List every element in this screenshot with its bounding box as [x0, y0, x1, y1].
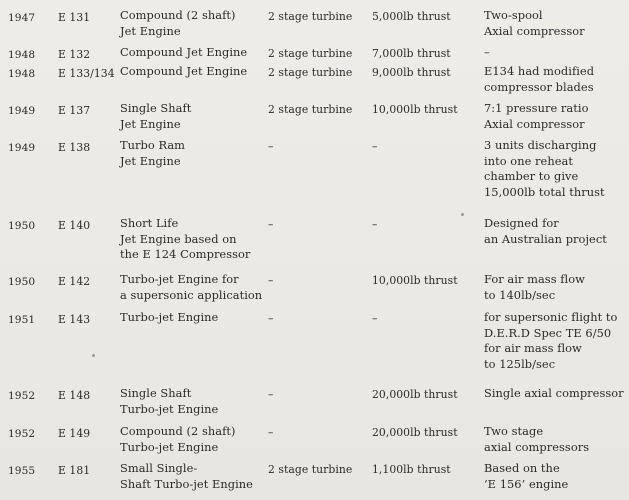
description-cell-line: Single Shaft — [120, 386, 192, 400]
notes-cell — [484, 386, 624, 402]
year-cell: 1955 — [8, 465, 36, 477]
description-cell-line: Compound (2 shaft) — [120, 8, 236, 22]
engine-code-cell: E 143 — [58, 313, 91, 326]
thrust-cell: 7,000lb thrust — [372, 47, 451, 60]
notes-cell — [484, 424, 589, 455]
scan-speck — [461, 213, 464, 216]
description-cell-line: Single Shaft — [120, 101, 192, 115]
notes-cell-line: compressor blades — [484, 79, 594, 94]
description-cell — [120, 8, 236, 39]
notes-cell-line: Two stage — [484, 424, 544, 438]
engine-code-cell: E 131 — [58, 11, 91, 24]
year-cell: 1950 — [8, 276, 36, 288]
description-cell-line: Compound Jet Engine — [120, 45, 248, 59]
turbine-cell: 2 stage turbine — [268, 47, 353, 60]
description-cell — [120, 64, 247, 80]
turbine-cell: – — [268, 426, 274, 439]
notes-cell-line: Two-spool — [484, 8, 543, 22]
notes-cell-line: chamber to give — [484, 169, 579, 184]
engine-code-cell: E 148 — [58, 389, 91, 402]
notes-cell — [484, 8, 585, 39]
year-cell: 1948 — [8, 68, 36, 80]
thrust-cell: 10,000lb thrust — [372, 274, 458, 287]
description-cell-line: Shaft Turbo-jet Engine — [120, 476, 253, 491]
engine-code-cell: E 137 — [58, 104, 91, 117]
description-cell — [120, 138, 185, 169]
thrust-cell: 10,000lb thrust — [372, 103, 458, 116]
description-cell-line: Turbo-jet Engine — [120, 310, 219, 324]
description-cell-line: the E 124 Compressor — [120, 247, 251, 262]
thrust-cell: 5,000lb thrust — [372, 10, 451, 23]
description-cell-line: Turbo Ram — [120, 138, 186, 152]
description-cell — [120, 45, 247, 61]
turbine-cell: 2 stage turbine — [268, 10, 353, 23]
thrust-cell: – — [372, 312, 378, 325]
thrust-cell: 20,000lb thrust — [372, 426, 458, 439]
notes-cell-line: For air mass flow — [484, 272, 585, 286]
notes-cell-line: to 125lb/sec — [484, 356, 556, 371]
turbine-cell: 2 stage turbine — [268, 103, 353, 116]
notes-cell-line: Designed for — [484, 216, 559, 230]
turbine-cell: – — [268, 140, 274, 153]
engine-code-cell: E 140 — [58, 219, 91, 232]
notes-cell-line: 7:1 pressure ratio — [484, 101, 589, 115]
notes-cell-line: for air mass flow — [484, 341, 582, 356]
notes-cell — [484, 101, 588, 132]
notes-cell-line: 3 units discharging — [484, 138, 597, 152]
description-cell — [120, 424, 236, 455]
notes-cell-line: an Australian project — [484, 231, 607, 246]
notes-cell-line: E134 had modified — [484, 64, 595, 78]
description-cell-line: Jet Engine — [120, 153, 181, 168]
description-cell — [120, 101, 191, 132]
thrust-cell: 1,100lb thrust — [372, 463, 451, 476]
notes-cell-line: 15,000lb total thrust — [484, 184, 605, 199]
notes-cell — [484, 461, 568, 492]
turbine-cell: 2 stage turbine — [268, 66, 353, 79]
description-cell-line: a supersonic application — [120, 287, 263, 302]
description-cell-line: Jet Engine based on — [120, 231, 237, 246]
year-cell: 1952 — [8, 390, 36, 402]
description-cell — [120, 386, 218, 417]
description-cell-line: Turbo-jet Engine for — [120, 272, 239, 286]
description-cell-line: Small Single- — [120, 461, 198, 475]
notes-cell-line: ‘E 156’ engine — [484, 476, 569, 491]
notes-cell-line: Axial compressor — [484, 116, 585, 131]
year-cell: 1951 — [8, 314, 36, 326]
notes-cell — [484, 310, 617, 372]
year-cell: 1947 — [8, 12, 36, 24]
notes-cell-line: to 140lb/sec — [484, 287, 556, 302]
engine-code-cell: E 138 — [58, 141, 91, 154]
year-cell: 1952 — [8, 428, 36, 440]
description-cell — [120, 461, 253, 492]
engine-code-cell: E 142 — [58, 275, 91, 288]
turbine-cell: – — [268, 218, 274, 231]
year-cell: 1948 — [8, 49, 36, 61]
turbine-cell: – — [268, 312, 274, 325]
engine-code-cell: E 149 — [58, 427, 91, 440]
engine-code-cell: E 133/134 — [58, 67, 115, 80]
notes-cell — [484, 138, 605, 200]
notes-cell-line: into one reheat — [484, 153, 573, 168]
description-cell-line: Compound Jet Engine — [120, 64, 248, 78]
turbine-cell: 2 stage turbine — [268, 463, 353, 476]
description-cell-line: Turbo-jet Engine — [120, 439, 219, 454]
year-cell: 1949 — [8, 105, 36, 117]
turbine-cell: – — [268, 274, 274, 287]
description-cell-line: Turbo-jet Engine — [120, 401, 219, 416]
description-cell-line: Jet Engine — [120, 116, 181, 131]
engine-code-cell: E 181 — [58, 464, 91, 477]
description-cell-line: Compound (2 shaft) — [120, 424, 236, 438]
description-cell-line: Short Life — [120, 216, 179, 230]
description-cell-line: Jet Engine — [120, 23, 181, 38]
notes-cell-line: for supersonic flight to — [484, 310, 618, 324]
notes-cell — [484, 64, 594, 95]
thrust-cell: – — [372, 218, 378, 231]
description-cell — [120, 272, 262, 303]
notes-cell-line: Based on the — [484, 461, 560, 475]
notes-cell-line: axial compressors — [484, 439, 590, 454]
engine-code-cell: E 132 — [58, 48, 91, 61]
turbine-cell: – — [268, 388, 274, 401]
notes-cell-line: D.E.R.D Spec TE 6/50 — [484, 325, 612, 340]
description-cell — [120, 310, 218, 326]
thrust-cell: – — [372, 140, 378, 153]
year-cell: 1950 — [8, 220, 36, 232]
year-cell: 1949 — [8, 142, 36, 154]
notes-cell-line: – — [484, 45, 490, 59]
notes-cell — [484, 272, 585, 303]
notes-cell — [484, 216, 607, 247]
notes-cell-line: Single axial compressor — [484, 386, 624, 400]
description-cell — [120, 216, 250, 263]
thrust-cell: 20,000lb thrust — [372, 388, 458, 401]
thrust-cell: 9,000lb thrust — [372, 66, 451, 79]
notes-cell — [484, 45, 490, 61]
notes-cell-line: Axial compressor — [484, 23, 585, 38]
scan-speck — [92, 354, 95, 357]
